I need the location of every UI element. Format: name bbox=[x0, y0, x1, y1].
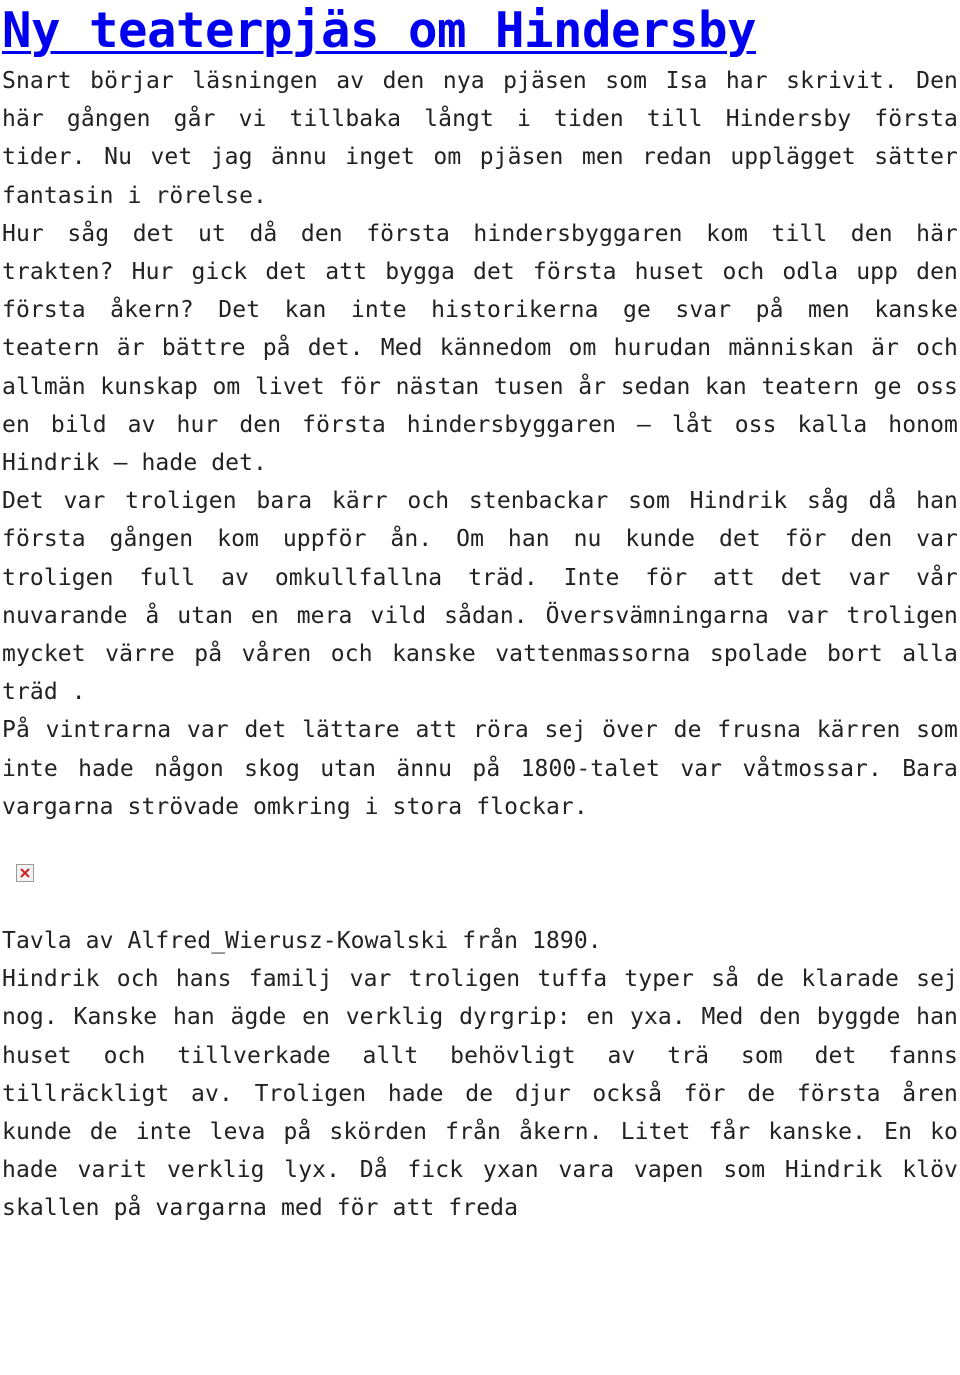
paragraph: På vintrarna var det lättare att röra sej över de frusna kärren som inte hade någon skog utan ännu på 1800-talet var våtmossar. Bara vargarna strövade omkring i stora flockar. bbox=[2, 717, 958, 820]
paragraph: Hur såg det ut då den första hindersbyggaren kom till den här trakten? Hur gick det att bygga det första huset och odla upp den första åkern? Det kan inte historikerna ge svar på men kanske teatern är bättre på det. Med kännedom om hurudan människan är och allmän kunskap om livet för nästan tusen år sedan kan teatern ge oss en bild av hur den första hindersbyggaren – låt oss kalla honom Hindrik – hade det. bbox=[2, 220, 958, 477]
paragraph: Snart börjar läsningen av den nya pjäsen som Isa har skrivit. Den här gången går vi tillbaka långt i tiden till Hindersby första tider. Nu vet jag ännu inget om pjäsen men redan upplägget sätter fantasin i rörelse. bbox=[2, 68, 958, 209]
page-title bbox=[2, 0, 958, 62]
image-caption-block bbox=[2, 922, 958, 960]
close-x-icon bbox=[19, 867, 31, 879]
image-caption: Tavla av Alfred_Wierusz-Kowalski från 1890. bbox=[2, 928, 602, 955]
paragraph: Hindrik och hans familj var troligen tuffa typer så de klarade sej nog. Kanske han ägde en verklig dyrgrip: en yxa. Med den byggde han huset och tillverkade allt behövligt av trä som det fanns tillräckligt av. Troligen hade de djur också för de första åren kunde de inte leva på skörden från åkern. Litet får kanske. En ko hade varit verklig lyx. Då fick yxan vara vapen som Hindrik klöv skallen på vargarna med för att freda bbox=[2, 966, 958, 1222]
paragraph: Det var troligen bara kärr och stenbackar som Hindrik såg då han första gången kom uppför ån. Om han nu kunde det för den var troligen full av omkullfallna träd. Inte för att det var vår nuvarande å utan en mera vild sådan. Översvämningarna var troligen mycket värre på våren och kanske vattenmassorna spolade bort alla träd . bbox=[2, 488, 958, 706]
broken-image-icon bbox=[16, 864, 34, 882]
title-link[interactable]: Ny teaterpjäs om Hindersby bbox=[2, 2, 757, 59]
